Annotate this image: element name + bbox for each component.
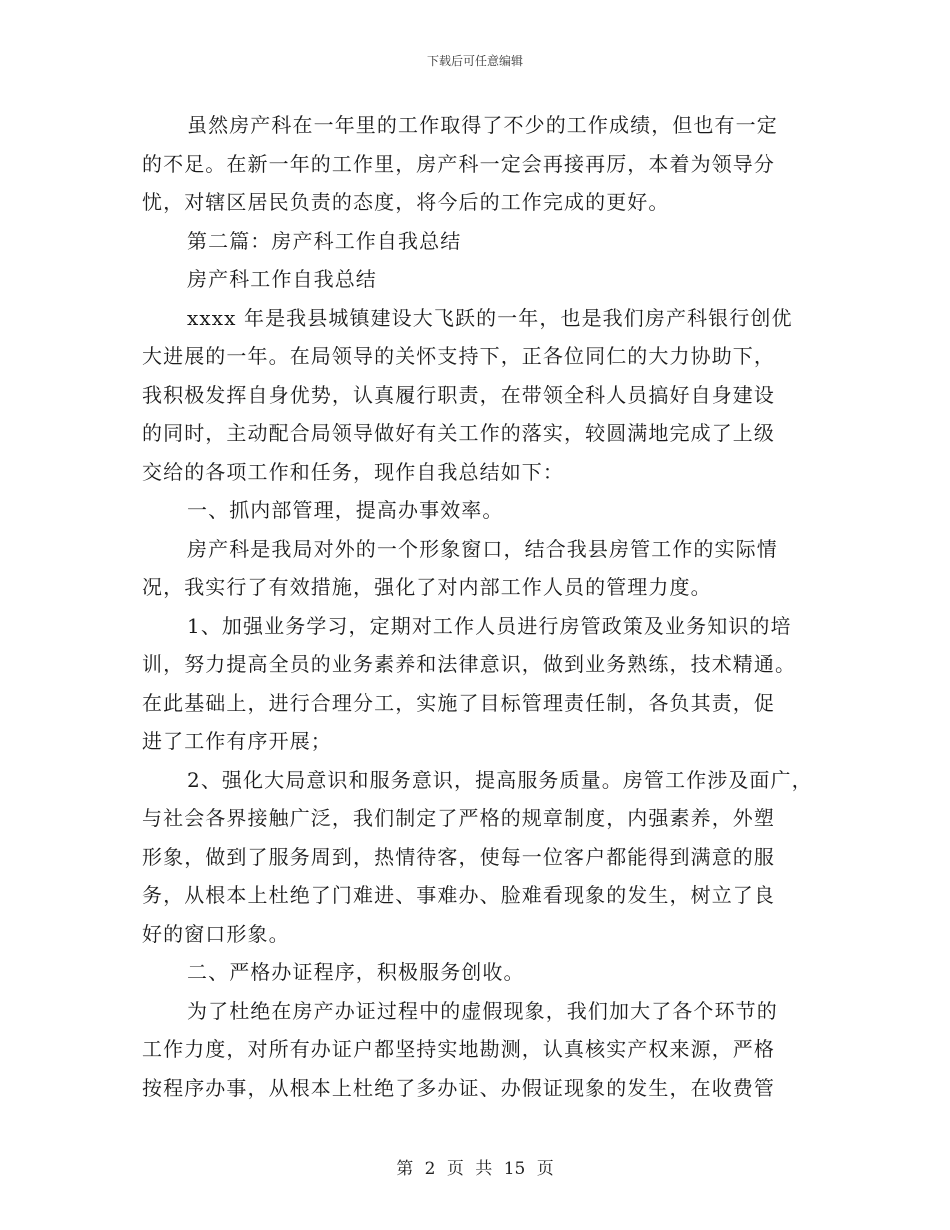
text-line: xxxx 年是我县城镇建设大飞跃的一年，也是我们房产科银行创优 [187, 305, 793, 330]
page-header: 下载后可任意编辑 [426, 54, 523, 68]
text-line: 按程序办事，从根本上杜绝了多办证、办假证现象的发生，在收费管 [142, 1075, 775, 1100]
text-line: 进了工作有序开展； [142, 729, 332, 753]
text-line: 况，我实行了有效措施，强化了对内部工作人员的管理力度。 [142, 575, 712, 599]
text-line: 为了杜绝在房产办证过程中的虚假现象，我们加大了各个环节的 [187, 998, 778, 1023]
text-line: 与社会各界接触广泛，我们制定了严格的规章制度，内强素养，外塑 [142, 806, 775, 830]
text-line: 2、强化大局意识和服务意识，提高服务质量。房管工作涉及面广， [187, 767, 813, 792]
text-line: 虽然房产科在一年里的工作取得了不少的工作成绩，但也有一定 [187, 113, 778, 137]
text-line: 我积极发挥自身优势，认真履行职责，在带领全科人员搞好自身建设 [142, 382, 775, 407]
text-line: 忧，对辖区居民负责的态度，将今后的工作完成的更好。 [142, 190, 670, 214]
text-line: 房产科工作自我总结 [187, 267, 377, 291]
text-line: 二、严格办证程序，积极服务创收。 [187, 960, 525, 984]
text-line: 房产科是我局对外的一个形象窗口，结合我县房管工作的实际情 [187, 536, 778, 561]
text-line: 第二篇：房产科工作自我总结 [187, 228, 462, 253]
text-line: 大进展的一年。在局领导的关怀支持下，正各位同仁的大力协助下， [142, 344, 775, 368]
text-line: 形象，做到了服务周到，热情待客，使每一位客户都能得到满意的服 [142, 844, 775, 869]
text-line: 的不足。在新一年的工作里，房产科一定会再接再厉，本着为领导分 [142, 151, 775, 176]
document-body [142, 106, 822, 1107]
text-line: 的同时，主动配合局领导做好有关工作的落实，较圆满地完成了上级 [142, 421, 775, 445]
text-line: 训，努力提高全员的业务素养和法律意识，做到业务熟练，技术精通。 [142, 652, 797, 676]
text-line: 一、抓内部管理，提高办事效率。 [187, 498, 504, 522]
text-line: 1、加强业务学习，定期对工作人员进行房管政策及业务知识的培 [187, 613, 792, 638]
text-line: 工作力度，对所有办证户都坚持实地勘测，认真核实产权来源，严格 [142, 1037, 775, 1061]
page-footer: 第 2 页 共 15 页 [396, 1159, 554, 1179]
text-line: 交给的各项工作和任务，现作自我总结如下： [142, 459, 564, 484]
text-line: 务，从根本上杜绝了门难进、事难办、脸难看现象的发生，树立了良 [142, 883, 775, 907]
text-line: 在此基础上，进行合理分工，实施了目标管理责任制，各负其责，促 [142, 690, 775, 715]
text-line: 好的窗口形象。 [142, 921, 290, 946]
